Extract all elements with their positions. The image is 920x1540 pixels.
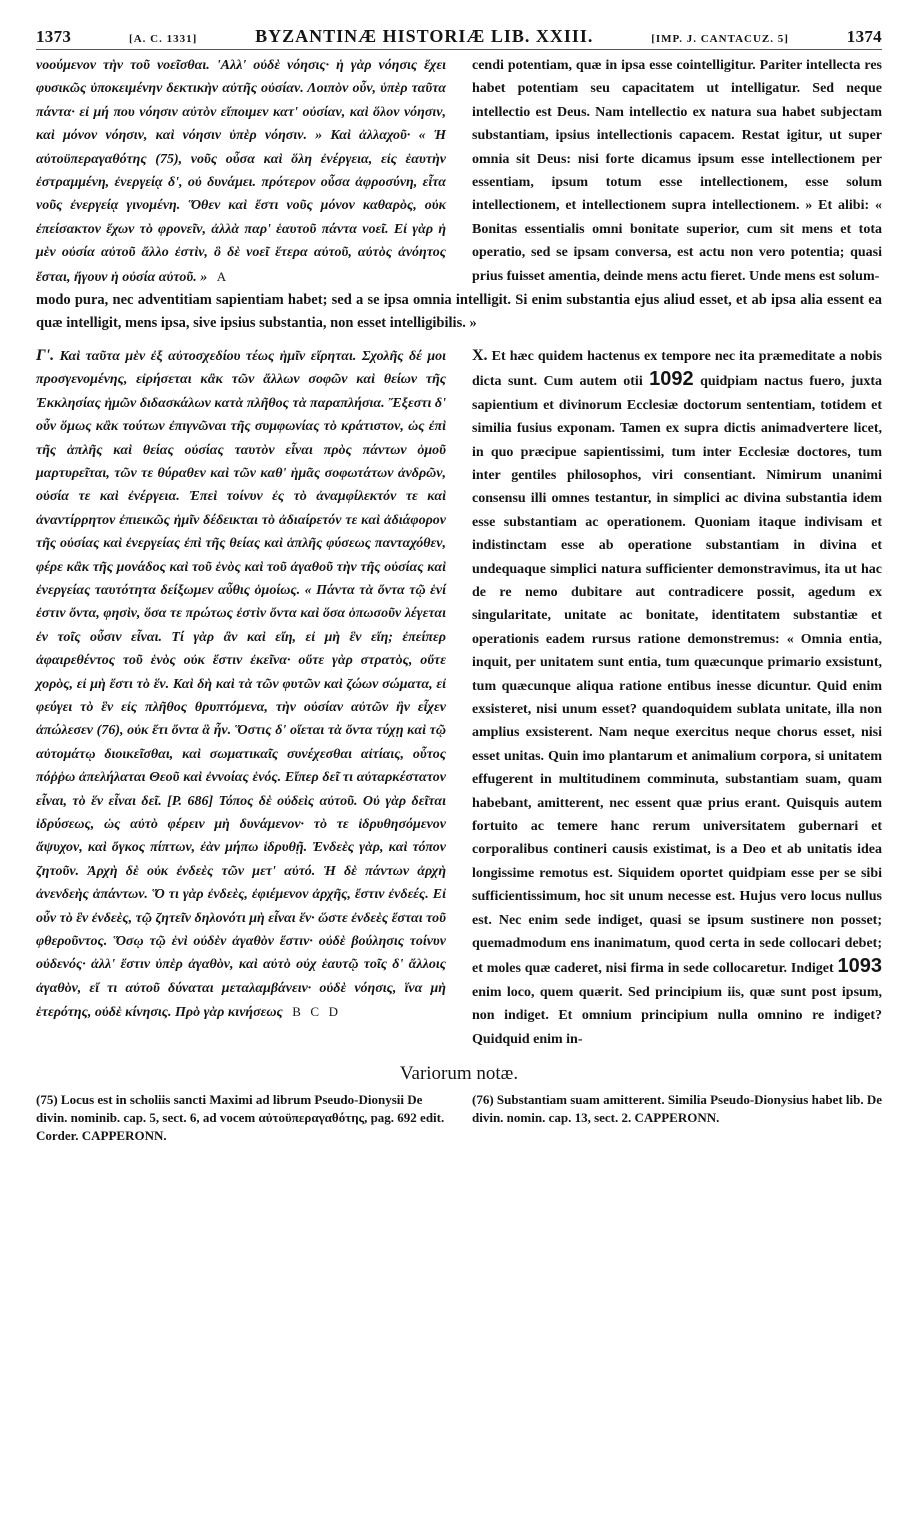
latin-text-section-mid: quidpiam nactus fuero, juxta sapientium et divinorum Ecclesiæ doctorum sententiam, totidem et similia fusius exponam. Tamen ex supra dictis animadvertere licet, in quo præcipue sapientissimi, tum inter Ecclesiæ doctores, tum inter gentiles philosophos, viri consentiant. Nimirum unanimi consensu illi omnes testantur, in simplici ac divina substantia idem esse substantiam ac operationem. Quoniam itaque indivisam et indistinctam esse ab operatione substantiam in divina et undequaque simplici natura sufficienter demonstravimus, ita ut hac de re nemo dubitare aut contradicere possit, agedum ex singularitate, unitate ac bonitate, identitatem substantiæ et operationis eadem rursus ratione demonstremus: « Omnia entia, inquit, per unitatem sunt entia, tum quæcunque primario exsistunt, tum quæcunque aliqua ratione entibus inesse dicuntur. Quid enim exsisteret, nisi unum esset? quandoquidem sublata unitate, illa non amplius exsisterent. Nam neque exercitus neque chorus esset, nisi esset unitas. Quin imo plantarum et animalium corpora, si unitatem effugerent in multitudinem comminuta, substantiam suam, quam habebant, amitterent, nec essent quæ prius erant. Quisquis autem fortuito ac temere hanc rerum universitatem gubernari et corporalibus contineri causis existimat, is a Deo et ab unitatis idea longissime remotus est. Siquidem oportet quidpiam esse per se sibi sufficientissimum, hoc sit unum necesse est. Hujus vero locus nullus est. Nec enim sede indiget, quasi se ipsum sustinere non posset; quemadmodum ens inanimatum, quod certa in sede collocari debet; et moles quæ caderet, nisi firma in sede collocaretur. Indiget	[472, 374, 883, 977]
page-number-left: 1373	[36, 27, 72, 46]
footnote-75: (75) Locus est in scholiis sancti Maximi ad librum Pseudo-Dionysii De divin. nominib. cap. 5, sect. 6, ad vocem αὐτοϋπεραγαθότης, pag. 692 edit. Corder. CAPPERONN.	[36, 1092, 445, 1144]
margin-letter-c: C	[310, 1004, 320, 1020]
latin-text-section-first: Et hæc quidem hactenus ex tempore nec ita præmeditate a nobis dicta sunt. Cum autem otii	[472, 348, 882, 390]
greek-section-number: Γ'.	[36, 346, 55, 364]
latin-text-section-last: enim loco, quem quærit. Sed principium iis, quæ sunt post ipsum, non indiget. Et omnium principium nulla omnino re indiget? Quidquid enim in-	[472, 984, 882, 1047]
greek-text-section: Καὶ ταῦτα μὲν ἐξ αὐτοσχεδίου τέως ἡμῖν εἴρηται. Σχολῆς δέ μοι προσγενομένης, εἰρήσεται κἂκ τῶν ἄλλων σοφῶν καὶ θείων τῆς Ἐκκλησίας ἡμῶν διδασκάλων κατὰ πλῆθος τὰ παραπλήσια. Ἔξεστι δ' οὖν ὅμως κἂκ τούτων ἐπιγνῶναι τῆς συμφωνίας τὸ κράτιστον, ὡς ἐπὶ τῆς ἁπλῆς καὶ θείας οὐσίας ταυτὸν εἶναι πρὸς πάντων ὁμοῦ μαρτυρεῖται, τῶν τε θύραθεν καὶ τῶν καθ' ἡμᾶς σοφωτάτων ἀνδρῶν, οὐσία τε καὶ ἐνέργεια. Ἐπεὶ τοίνυν ἐς τὸ ἀναμφίλεκτόν τε καὶ ἀναντίρρητον ἐπιεικῶς ἡμῖν δέδεικται τὸ ἀδιαίρετόν τε καὶ ἀδιάφορον τῆς οὐσίας καὶ ἐνεργείας ἐπὶ τῆς θείας καὶ ἁπλῆς φύσεως πανταχόθεν, φέρε κἂκ τῆς μονάδος καὶ τοῦ ἑνὸς καὶ τοῦ ἀγαθοῦ τὴν τῆς οὐσίας καὶ ἐνεργείας ταυτότητα δείξωμεν αὖθις ὁμοίως. « Πάντα τὰ ὄντα τῷ ἑνί ἐστιν ὄντα, φησὶν, ὅσα τε πρώτως ἐστὶν ὄντα καὶ ὅσα ὁπωσοῦν λέγεται ἐν τοῖς οὖσιν εἶναι. Τί γὰρ ἂν καὶ εἴη, εἰ μὴ ἓν εἴη; ἐπείπερ ἀφαιρεθέντος τοῦ ἑνὸς οὐκ ἔστιν ἐκεῖνα· οὔτε γὰρ στρατὸς, οὔτε χορὸς, εἰ μὴ ἔστι τὸ ἕν. Καὶ δὴ καὶ τὰ τῶν φυτῶν καὶ ζώων σώματα, εἰ φεύγει τὸ ἓν εἰς πλῆθος θρυπτόμενα, τὴν οὐσίαν αὐτῶν ἣν εἶχεν ἀπώλεσεν (76), οὐκ ἔτι ὄντα ἃ ἦν. Ὅστις δ' οἴεται τὰ ὄντα τύχῃ καὶ τῷ αὐτομάτῳ διοικεῖσθαι, καὶ σωματικαῖς συνέχεσθαι αἰτίαις, οὗτος πόῤῥω ἀπελήλαται Θεοῦ καὶ ἐννοίας ἑνός. Εἴπερ δεῖ τι αὐταρκέστατον εἶναι, τὸ ἕν εἶναι δεῖ. [P. 686] Τόπος δὲ οὐδεὶς αὐτοῦ. Οὐ γὰρ δεῖται ἱδρύσεως, ὡς αὐτὸ φέρειν μὴ δυνάμενον· τὸ τε ἱδρυθησόμενον ἄψυχον, καὶ ὄγκος πίπτων, ἐὰν μήπω ἱδρυθῇ. Ἐνδεὲς γὰρ, καὶ τόπον ζητοῦν. Ἀρχὴ δὲ οὐκ ἐνδεὲς τῶν μετ' αὐτό. Ἡ δὲ πάντων ἀρχὴ ἀνενδεὴς ἁπάντων. Ὅ τι γὰρ ἐνδεὲς, ἐφιέμενον ἀρχῆς, ἔστιν ἐνδεές. Εἰ οὖν τὸ ἓν ἐνδεὲς, τῷ ζητεῖν δηλονότι μὴ εἶναι ἕν· ὥστε ἐνδεὲς ἔσται τοῦ φθεροῦντος. Ὅσῳ τῷ ἑνὶ οὐδὲν ἀγαθὸν ἔστιν· οὐδὲ βούλησις τοίνυν οὐδενός· ἀλλ' ἔστιν ὑπὲρ ἀγαθὸν, καὶ αὐτὸ οὐχ ἑαυτῷ τοῖς δ' ἄλλοις ἀγαθὸν, εἴ τι αὐτοῦ δύναται μεταλαμβάνειν· οὐδὲ νόησις, ἵνα μὴ ἑτερότης, οὐδὲ κίνησις. Πρὸ γὰρ κινήσεως	[36, 348, 446, 1021]
notes-heading: Variorum notæ.	[399, 1063, 519, 1085]
column-number-1092: 1092	[649, 368, 694, 391]
column-number-1093: 1093	[837, 955, 883, 978]
latin-column-top	[472, 54, 882, 289]
latin-column-section	[472, 344, 882, 1051]
margin-letter-b: B	[292, 1004, 301, 1020]
emperor-bracket: [IMP. J. CANTACUZ. 5]	[651, 33, 789, 45]
greek-column-section	[36, 344, 446, 1051]
year-bracket: [A. C. 1331]	[129, 33, 198, 45]
book-title: BYZANTINÆ HISTORIÆ LIB. XXIII.	[255, 26, 594, 46]
page-number-right: 1374	[846, 27, 882, 46]
footnotes	[36, 1091, 882, 1145]
greek-column-top	[36, 54, 446, 289]
latin-text-top: cendi potentiam, quæ in ipsa esse cointelligitur. Pariter intellecta res habet potentiam seu capacitatem ut intelligatur. Sed neque intellectio est Deus. Nam intellectio ex natura sua habet subjectam substantiam, ipsius intellectionis capacem. Restat igitur, ut super omnia sit Deus: nisi forte dicamus ipsum esse intellectionem per essentiam, ipsum totum esse intellectionem, esse solum intellectionem, et intellectionem supra intellectionem. » Et alibi: « Bonitas essentialis omni bonitate superior, cum sit mens et tota operatio, sed se ipsam conversa, est actu non vero potentia; quasi prius fuisset amentia, deinde mens actu fieret. Unde mens est solum-	[472, 58, 882, 284]
footnote-76: (76) Substantiam suam amitterent. Similia Pseudo-Dionysius habet lib. De divin. nomin. cap. 13, sect. 2. CAPPERONN.	[472, 1092, 883, 1126]
margin-letter-d: D	[328, 1004, 338, 1020]
top-columns	[36, 54, 882, 289]
section-columns	[36, 344, 882, 1051]
greek-text-top: νοούμενον τὴν τοῦ νοεῖσθαι. 'Αλλ' οὐδὲ νόησις· ἡ γὰρ νόησις ἔχει φυσικῶς ὑποκειμένην δεκτικὴν αὐτῆς οὐσίαν. Λοιπὸν οὖν, ὑπὲρ ταῦτα πάντα· εἰ μή που νόησιν αὐτὸν εἴποιμεν κατ' οὐσίαν, καὶ ὅλον νόησιν, καὶ μόνον νόησιν, καὶ νόησιν ὑπὲρ νόησιν. » Καὶ ἀλλαχοῦ· « Ἡ αὐτοϋπεραγαθότης (75), νοῦς οὖσα καὶ ὅλη ἐνέργεια, εἰς ἑαυτὴν ἐστραμμένη, ἐνεργείᾳ δ', οὐ δυνάμει. πρότερον οὖσα ἀφροσύνη, εἶτα νοῦς ἐνεργείᾳ γινομένη. Ὅθεν καὶ ἔστι νοῦς μόνον καθαρὸς, οὐκ ἐπείσακτον ἔχων τὸ φρονεῖν, ἀλλὰ παρ' ἑαυτοῦ πάντα νοεῖ. Εἰ γὰρ ἡ μὲν οὐσία αὐτοῦ ἄλλο ἐστὶν, ὃ δὲ νοεῖ ἕτερα αὐτοῦ, αὐτὸς ἀνόητος ἔσται, ἤγουν ἡ οὐσία αὐτοῦ. »	[36, 58, 446, 285]
latin-continuation: modo pura, nec adventitiam sapientiam habet; sed a se ipsa omnia intelligit. Si enim substantia ejus aliud esset, et ab ipsa alia essent ea quæ intelligit, mens ipsa, sive ipsius substantia, non esset intelligibilis. »	[36, 292, 882, 332]
margin-letter-a: A	[216, 268, 227, 284]
latin-section-number: X.	[472, 346, 488, 364]
running-header	[36, 26, 882, 50]
